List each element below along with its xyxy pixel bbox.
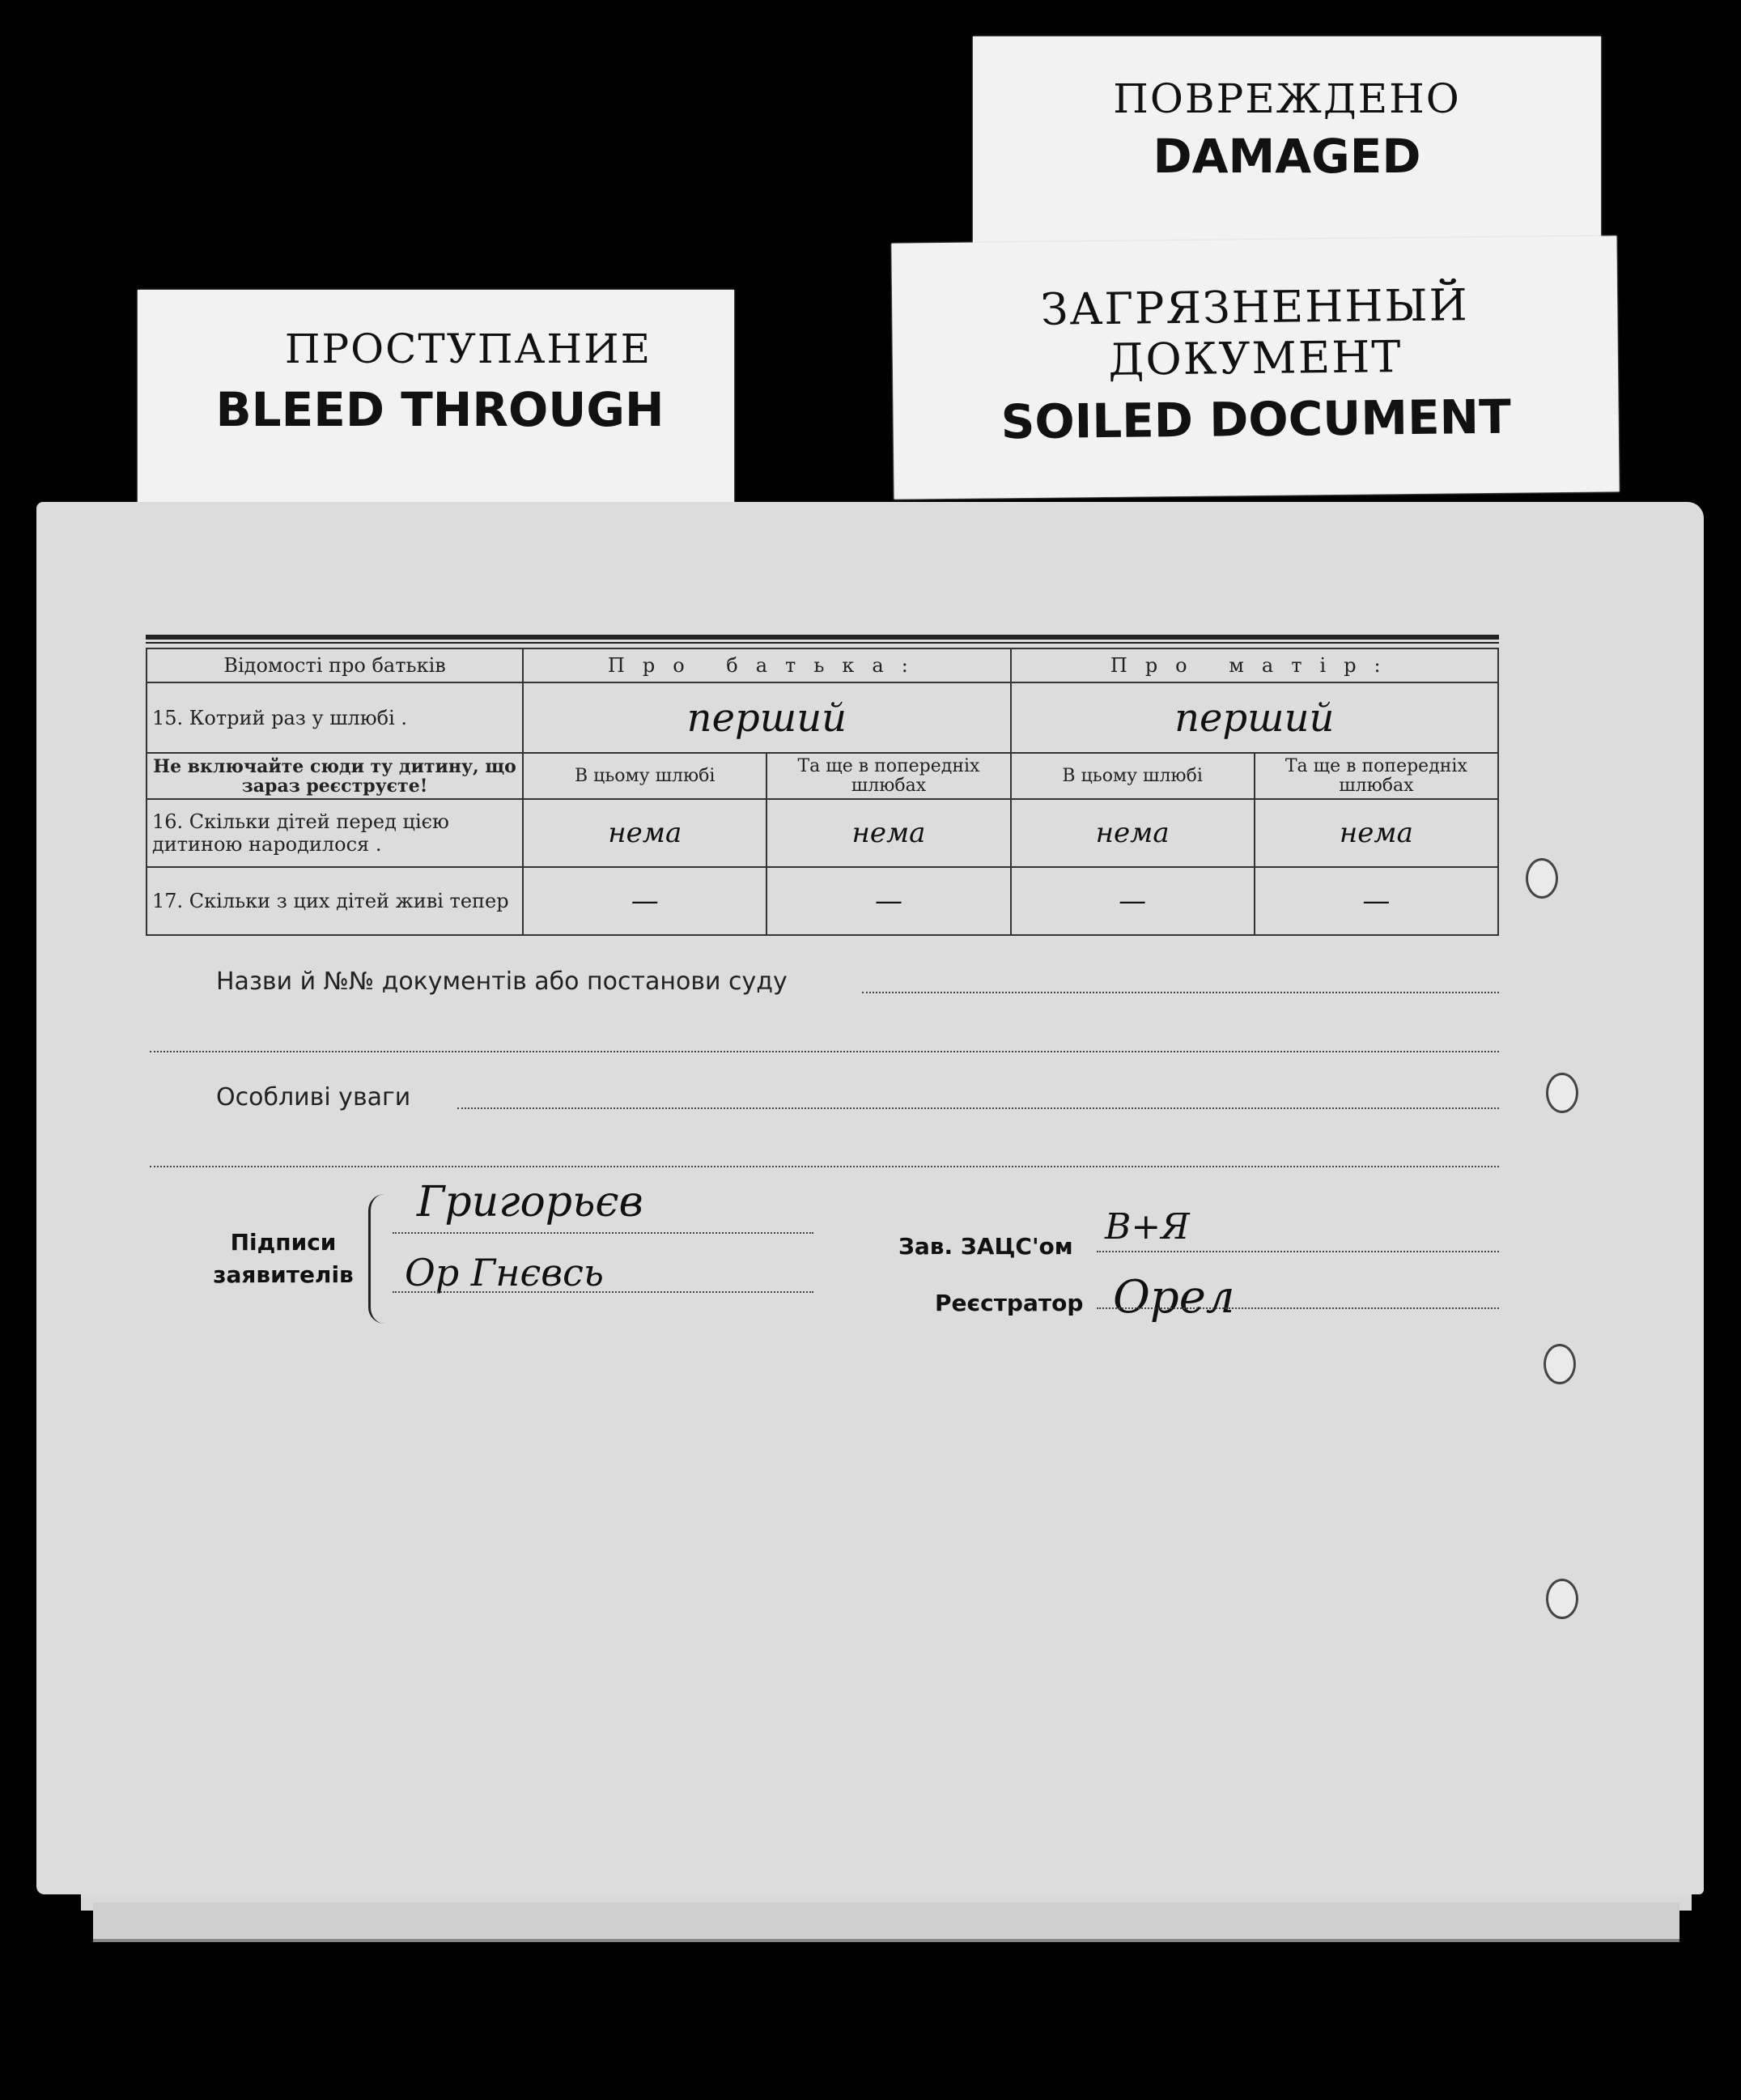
damaged-label-card (973, 36, 1601, 253)
row16-value-3 (1011, 799, 1255, 867)
damaged-en: DAMAGED (1153, 129, 1421, 184)
row15-mother-value: перший (1174, 695, 1335, 741)
bleed-label-card (138, 290, 734, 508)
row15-mother (1011, 682, 1498, 753)
punch-hole-3 (1544, 1344, 1576, 1384)
documents-field-line (862, 992, 1499, 993)
row16-value-1-text: нема (608, 817, 682, 849)
applicant-2-line (393, 1291, 813, 1293)
punch-hole-2 (1546, 1073, 1578, 1113)
row16-value-2 (766, 799, 1010, 867)
row16-label: 16. Скільки дітей перед цією дитиною народилося . (146, 799, 523, 867)
bleed-ru: ПРОСТУПАНИЕ (284, 325, 652, 372)
row16-value-3-text: нема (1095, 817, 1170, 849)
subheader-note: Не включайте сюди ту дитину, що зараз реєструєте! (146, 753, 523, 799)
head-signature: В+Я (1105, 1206, 1190, 1248)
remarks-field-line-2 (150, 1166, 1499, 1167)
applicant-1-line (393, 1232, 813, 1234)
document-page (36, 502, 1704, 1894)
row17-value-4 (1255, 867, 1498, 935)
row17-value-2 (766, 867, 1010, 935)
row16-value-4 (1255, 799, 1498, 867)
subheader-mother-this: В цьому шлюбі (1011, 753, 1255, 799)
row16-value-2-text: нема (851, 817, 926, 849)
applicants-label-line2: заявителів (213, 1261, 354, 1288)
applicant-2-signature: Ор Гнєвсь (405, 1251, 604, 1294)
damaged-ru: ПОВРЕЖДЕНО (1113, 75, 1461, 122)
punch-hole-1 (1526, 858, 1558, 899)
row17-value-1 (523, 867, 766, 935)
soiled-en: SOILED DOCUMENT (1000, 389, 1512, 450)
row17-value-4-text: — (1362, 885, 1391, 917)
punch-hole-4 (1546, 1579, 1578, 1619)
applicants-label-line1: Підписи (230, 1229, 337, 1256)
row17-value-1-text: — (631, 885, 659, 917)
row16-value-1 (523, 799, 766, 867)
subheader-mother-previous: Та ще в попередніх шлюбах (1255, 753, 1498, 799)
paper-stack-bottom (93, 1902, 1679, 1942)
head-line (1097, 1251, 1499, 1252)
applicant-1-signature: Григорьєв (417, 1178, 643, 1226)
soiled-label-card (891, 236, 1619, 499)
header-father: Про батька: (523, 648, 1010, 682)
applicants-label (202, 1226, 364, 1291)
bleed-en: BLEED THROUGH (215, 382, 665, 437)
header-parents-info: Відомості про батьків (146, 648, 523, 682)
subheader-father-this: В цьому шлюбі (523, 753, 766, 799)
soiled-ru: ЗАГРЯЗНЕННЫЙ ДОКУМЕНТ (1040, 279, 1469, 385)
documents-field-line-2 (150, 1051, 1499, 1052)
row15-label: 15. Котрий раз у шлюбі . (146, 682, 523, 753)
parents-info-table (146, 648, 1499, 936)
registrar-signature: Орел (1113, 1271, 1235, 1324)
row17-value-3-text: — (1119, 885, 1147, 917)
documents-field-label: Назви й №№ документів або постанови суду (216, 967, 788, 996)
row17-value-3 (1011, 867, 1255, 935)
registrar-label: Реєстратор (935, 1290, 1084, 1316)
row15-father (523, 682, 1010, 753)
registrar-line (1097, 1307, 1499, 1309)
remarks-field-line (457, 1107, 1499, 1109)
row15-father-value: перший (686, 695, 847, 741)
head-label: Зав. ЗАЦС'ом (898, 1233, 1073, 1260)
table-top-rule (146, 635, 1499, 640)
row17-value-2-text: — (874, 885, 902, 917)
row16-value-4-text: нема (1339, 817, 1413, 849)
subheader-father-previous: Та ще в попередніх шлюбах (766, 753, 1010, 799)
remarks-field-label: Особливі уваги (216, 1083, 411, 1112)
row17-label: 17. Скільки з цих дітей живі тепер (146, 867, 523, 935)
applicants-brace (368, 1194, 387, 1324)
header-mother: Про матір: (1011, 648, 1498, 682)
table-top-rule-thin (146, 642, 1499, 644)
